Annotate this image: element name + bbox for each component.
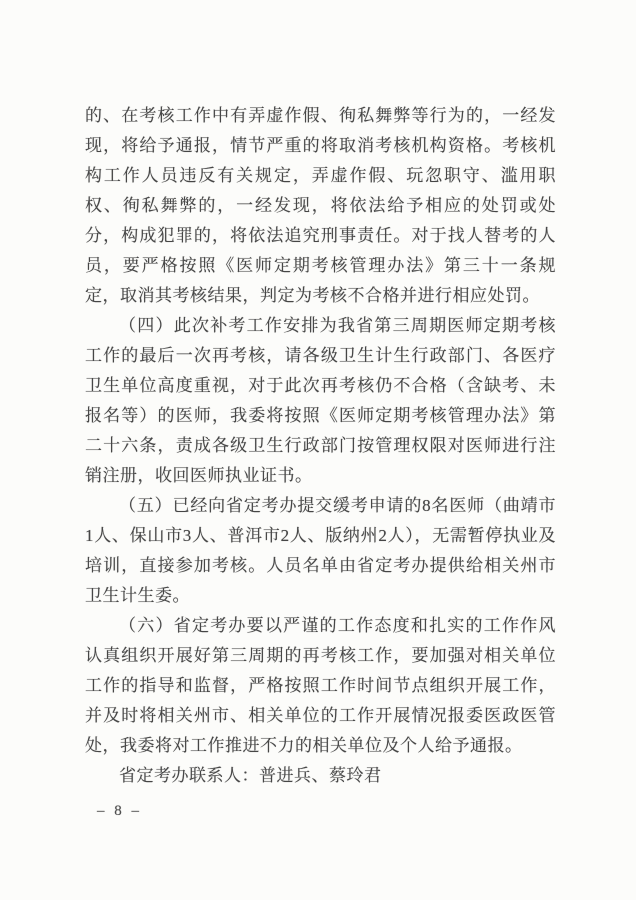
contact-line: 省定考办联系人：普进兵、蔡玲君: [119, 766, 382, 785]
paragraph-item-six: （六）省定考办要以严谨的工作态度和扎实的工作作风认真组织开展好第三周期的再考核工作，要加强对相关单位工作的指导和监督，严格按照工作时间节点组织开展工作，并及时将相关州市、相关单位的工作开展情况报委医政医管处，我委将对工作推进不力的相关单位及个人给予通报。: [85, 616, 556, 755]
page-number: – 8 –: [97, 803, 142, 819]
paragraph-item-five: （五）已经向省定考办提交缓考申请的8名医师（曲靖市1人、保山市3人、普洱市2人、版纳州2人），无需暂停执业及培训，直接参加考核。人员名单由省定考办提供给相关州市卫生计生委。: [85, 496, 556, 605]
document-text-block: [85, 101, 556, 791]
paragraph-item-four: （四）此次补考工作安排为我省第三周期医师定期考核工作的最后一次再考核，请各级卫生计生行政部门、各医疗卫生单位高度重视，对于此次再考核仍不合格（含缺考、未报名等）的医师，我委将按照《医师定期考核管理办法》第二十六条，责成各级卫生行政部门按管理权限对医师进行注销注册，收回医师执业证书。: [85, 316, 556, 485]
paragraph-continuation: 的、在考核工作中有弄虚作假、徇私舞弊等行为的，一经发现，将给予通报，情节严重的将取消考核机构资格。考核机构工作人员违反有关规定，弄虚作假、玩忽职守、滥用职权、徇私舞弊的，一经发现，将依法给予相应的处罚或处分，构成犯罪的，将依法追究刑事责任。对于找人替考的人员，要严格按照《医师定期考核管理办法》第三十一条规定，取消其考核结果，判定为考核不合格并进行相应处罚。: [85, 106, 556, 305]
